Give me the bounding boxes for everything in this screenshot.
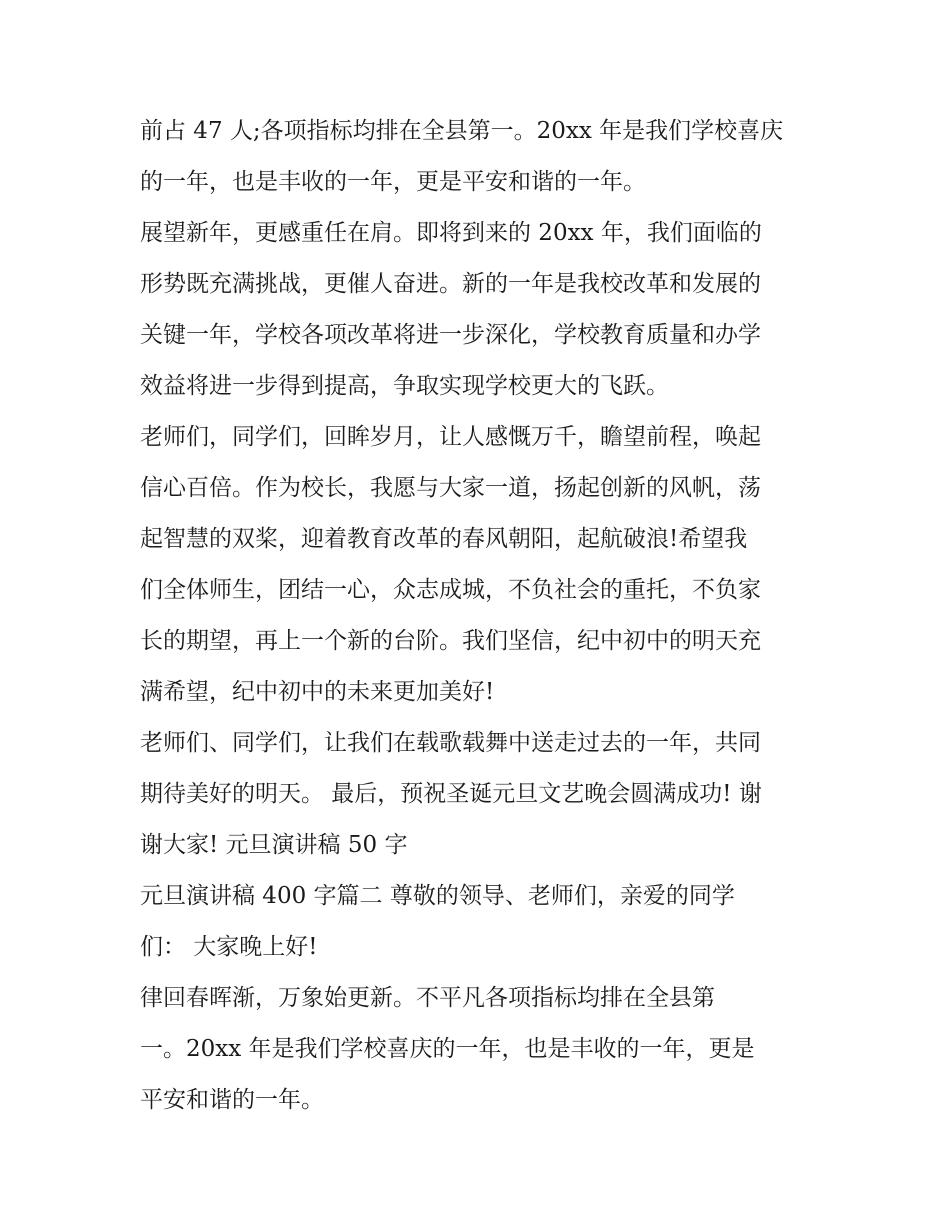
text-line: 平安和谐的一年。 <box>140 1087 324 1113</box>
text-line: 效益将进一步得到提高，争取实现学校更大的飞跃。 <box>140 373 669 399</box>
text-line: 展望新年，更感重任在肩。即将到来的 20xx 年，我们面临的 <box>140 220 762 246</box>
text-line: 期待美好的明天。 最后，预祝圣诞元旦文艺晚会圆满成功! 谢 <box>140 781 762 807</box>
text-line: 的一年，也是丰收的一年，更是平安和谐的一年。 <box>140 169 646 195</box>
text-line: 元旦演讲稿 400 字篇二 尊敬的领导、老师们，亲爱的同学 <box>140 883 735 909</box>
text-line: 前占 47 人;各项指标均排在全县第一。20xx 年是我们学校喜庆 <box>140 118 784 144</box>
body-text <box>140 106 820 1126</box>
text-line: 信心百倍。作为校长，我愿与大家一道，扬起创新的风帆，荡 <box>140 475 761 501</box>
text-line: 一。20xx 年是我们学校喜庆的一年，也是丰收的一年，更是 <box>140 1036 755 1062</box>
text-line: 老师们、同学们，让我们在载歌载舞中送走过去的一年，共同 <box>140 730 761 756</box>
text-line: 们全体师生，团结一心，众志成城，不负社会的重托，不负家 <box>140 577 761 603</box>
text-line: 形势既充满挑战，更催人奋进。新的一年是我校改革和发展的 <box>140 271 761 297</box>
text-line: 律回春晖渐，万象始更新。不平凡各项指标均排在全县第 <box>140 985 715 1011</box>
text-line: 谢大家! 元旦演讲稿 50 字 <box>140 832 408 858</box>
text-line: 们： 大家晚上好! <box>140 934 318 960</box>
text-line: 老师们，同学们，回眸岁月，让人感慨万千，瞻望前程，唤起 <box>140 424 761 450</box>
text-line: 满希望，纪中初中的未来更加美好! <box>140 679 495 705</box>
text-line: 关键一年，学校各项改革将进一步深化，学校教育质量和办学 <box>140 322 761 348</box>
text-line: 长的期望，再上一个新的台阶。我们坚信，纪中初中的明天充 <box>140 628 761 654</box>
text-line: 起智慧的双桨，迎着教育改革的春风朝阳，起航破浪!希望我 <box>140 526 748 552</box>
